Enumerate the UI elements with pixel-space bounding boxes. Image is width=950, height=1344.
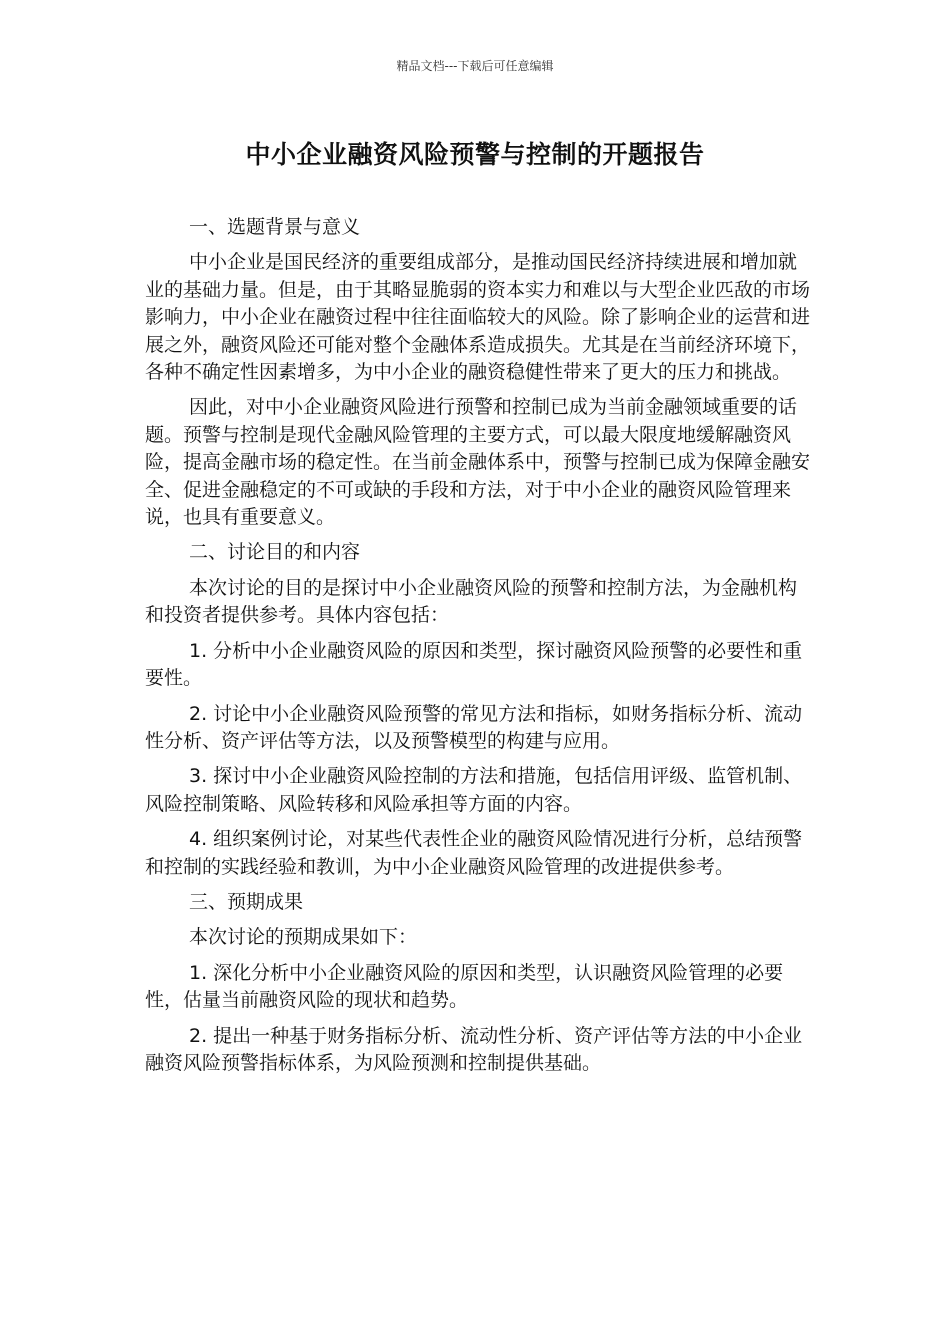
document-title: 中小企业融资风险预警与控制的开题报告 xyxy=(245,140,705,169)
body-paragraph: 因此，对中小企业融资风险进行预警和控制已成为当前金融领域重要的话题。预警与控制是现代金融风险管理的主要方式，可以最大限度地缓解融资风险，提高金融市场的稳定性。在当前金融体系中，预警与控制已成为保障金融安全、促进金融稳定的不可或缺的手段和方法，对于中小企业的融资风险管理来说，也具有重要意义。 xyxy=(145,396,811,529)
body-paragraph: 本次讨论的预期成果如下： xyxy=(189,926,418,949)
list-item: 1. 分析中小企业融资风险的原因和类型，探讨融资风险预警的必要性和重要性。 xyxy=(145,639,803,690)
list-item: 1. 深化分析中小企业融资风险的原因和类型，认识融资风险管理的必要性，估量当前融资风险的现状和趋势。 xyxy=(145,961,784,1012)
list-item: 3. 探讨中小企业融资风险控制的方法和措施，包括信用评级、监管机制、风险控制策略、风险转移和风险承担等方面的内容。 xyxy=(145,765,803,815)
list-item: 2. 讨论中小企业融资风险预警的常见方法和指标，如财务指标分析、流动性分析、资产评估等方法，以及预警模型的构建与应用。 xyxy=(145,702,803,752)
page-header-note: 精品文档---下载后可任意编辑 xyxy=(396,59,554,73)
document-body xyxy=(145,214,810,1085)
section-heading-outcomes: 三、预期成果 xyxy=(189,890,304,913)
body-paragraph: 本次讨论的目的是探讨中小企业融资风险的预警和控制方法，为金融机构和投资者提供参考。具体内容包括： xyxy=(145,576,798,627)
body-paragraph: 中小企业是国民经济的重要组成部分，是推动国民经济持续进展和增加就业的基础力量。但是，由于其略显脆弱的资本实力和难以与大型企业匹敌的市场影响力，中小企业在融资过程中往往面临较大的风险。除了影响企业的运营和进展之外，融资风险还可能对整个金融体系造成损失。尤其是在当前经济环境下，各种不确定性因素增多，为中小企业的融资稳健性带来了更大的压力和挑战。 xyxy=(145,251,811,384)
section-heading-purpose: 二、讨论目的和内容 xyxy=(189,541,361,564)
list-item: 2. 提出一种基于财务指标分析、流动性分析、资产评估等方法的中小企业融资风险预警指标体系，为风险预测和控制提供基础。 xyxy=(145,1024,803,1074)
section-heading-background: 一、选题背景与意义 xyxy=(189,216,361,238)
list-item: 4. 组织案例讨论，对某些代表性企业的融资风险情况进行分析，总结预警和控制的实践经验和教训，为中小企业融资风险管理的改进提供参考。 xyxy=(145,828,803,878)
